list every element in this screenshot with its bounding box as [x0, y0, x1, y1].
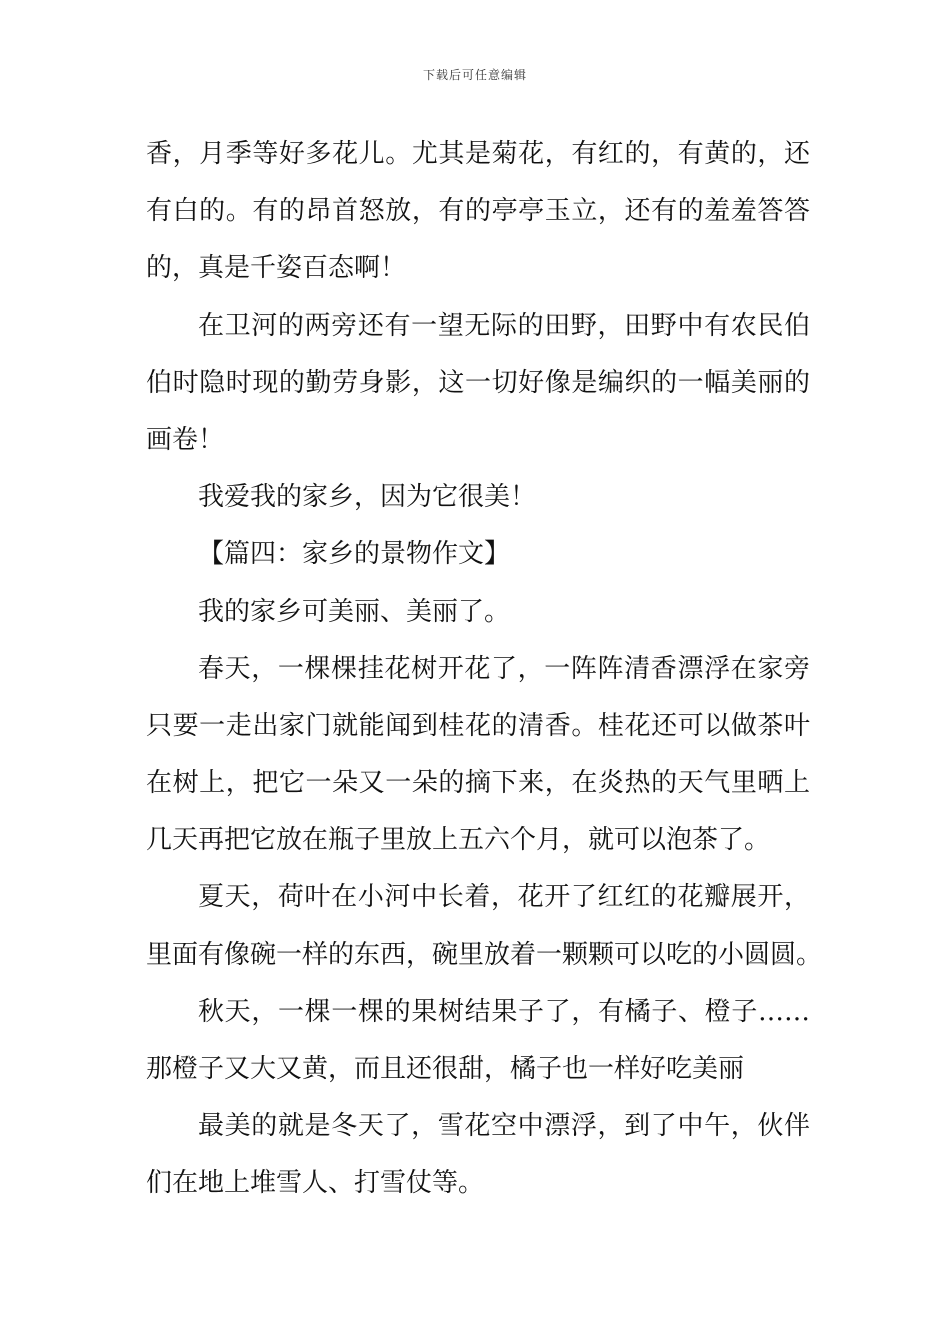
- text-line: 几天再把它放在瓶子里放上五六个月，就可以泡茶了。: [146, 825, 771, 856]
- section-heading: 【篇四：家乡的景物作文】: [198, 539, 511, 570]
- page-header: 下载后可任意编辑: [422, 68, 527, 82]
- text-line: 有白的。有的昂首怒放，有的亭亭玉立，还有的羞羞答答: [146, 196, 810, 227]
- text-line: 里面有像碗一样的东西，碗里放着一颗颗可以吃的小圆圆。: [146, 939, 823, 970]
- text-line: 画卷！: [146, 424, 225, 455]
- text-line: 我爱我的家乡，因为它很美！: [198, 482, 537, 513]
- text-line: 春天，一棵棵挂花树开花了，一阵阵清香漂浮在家旁: [198, 653, 810, 684]
- text-line: 香，月季等好多花儿。尤其是菊花，有红的，有黄的，还: [146, 139, 810, 169]
- text-line: 在卫河的两旁还有一望无际的田野，田野中有农民伯: [198, 310, 810, 341]
- text-line: 夏天，荷叶在小河中长着，花开了红红的花瓣展开，: [198, 882, 810, 913]
- text-line: 最美的就是冬天了，雪花空中漂浮，到了中午，伙伴: [198, 1111, 810, 1142]
- text-line: 只要一走出家门就能闻到桂花的清香。桂花还可以做茶叶: [146, 710, 810, 741]
- text-line: 秋天，一棵一棵的果树结果子了，有橘子、橙子……: [198, 996, 810, 1027]
- text-line: 那橙子又大又黄，而且还很甜，橘子也一样好吃美丽: [146, 1054, 745, 1084]
- document-body: [146, 126, 823, 1213]
- text-line: 伯时隐时现的勤劳身影，这一切好像是编织的一幅美丽的: [146, 367, 810, 398]
- text-line: 的，真是千姿百态啊！: [146, 253, 407, 284]
- text-line: 我的家乡可美丽、美丽了。: [198, 596, 511, 627]
- text-line: 在树上，把它一朵又一朵的摘下来，在炎热的天气里晒上: [146, 768, 810, 799]
- text-line: 们在地上堆雪人、打雪仗等。: [146, 1168, 485, 1199]
